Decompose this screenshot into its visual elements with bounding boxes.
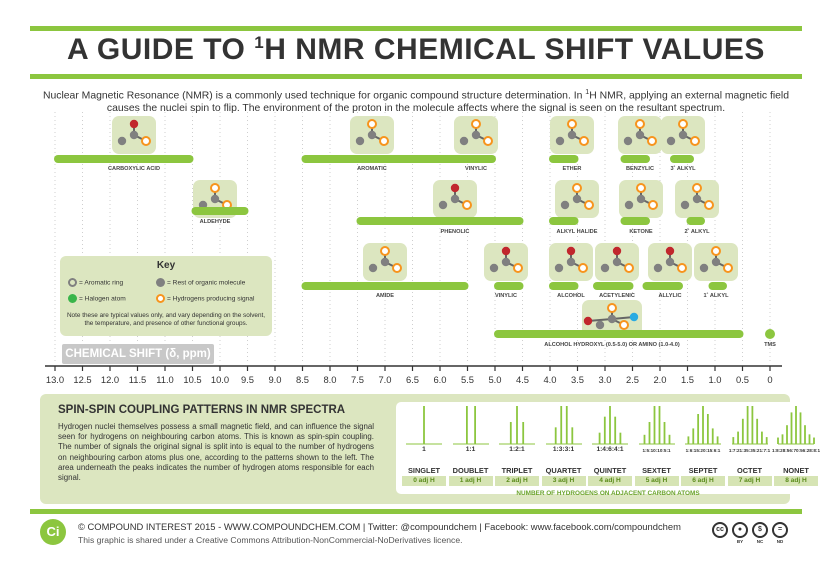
coupling-text: Hydrogen nuclei themselves possess a small magnetic field, and can influence the signal seen for hydrogens on neighbouring carbon atoms. This is known as spin-spin coupling. The number of signals the original signal is split into is equal to the number of hydrogens on neighbouring carbon atoms plus one, according to the patterns shown to the left. The area underneath the peaks indicates the number of hydrogen atoms responsible for each signal. xyxy=(58,422,374,483)
by-label: BY xyxy=(736,539,744,544)
hydrogen-atom xyxy=(625,264,633,272)
molecule-diagram xyxy=(619,180,663,218)
nd-label: ND xyxy=(776,539,784,544)
pattern-ratio: 1:4:6:4:1 xyxy=(596,446,624,453)
atom xyxy=(118,137,126,145)
range-label: PHENOLIC xyxy=(440,229,470,235)
pattern-name: SEXTET xyxy=(642,466,671,475)
pattern-ratio: 1:8:28:56:70:56:28:8:1 xyxy=(772,448,821,453)
atom xyxy=(368,131,376,139)
atom xyxy=(130,120,138,128)
tick-label: 2.5 xyxy=(625,374,640,385)
hydrogen-atom xyxy=(368,120,376,128)
atom xyxy=(700,264,708,272)
footer-divider xyxy=(30,509,802,514)
atom xyxy=(573,195,581,203)
molecule-diagram xyxy=(550,116,594,154)
pattern-name: SINGLET xyxy=(407,466,441,475)
nd-icon: = xyxy=(772,522,788,538)
pattern-adj: 3 adj H xyxy=(542,476,586,486)
molecule-diagram xyxy=(595,243,639,281)
tick-label: 4.0 xyxy=(543,374,557,385)
coupling-pattern xyxy=(633,402,681,484)
pattern-adj: 6 adj H xyxy=(681,476,725,486)
atom xyxy=(625,201,633,209)
intro-text: Nuclear Magnetic Resonance (NMR) is a commonly used technique for organic compound structure determination. In $^1$H NMR, applying an external magnetic field causes the nuclei spin to flip. The environment of the proton in the molecule affects where the signal is seen on the resultant spectrum. xyxy=(42,89,790,115)
pattern-ratio: 1 xyxy=(422,446,426,453)
tick-label: 9.0 xyxy=(268,374,282,385)
coupling-pattern xyxy=(586,402,634,484)
atom xyxy=(451,195,459,203)
atom xyxy=(439,201,447,209)
atom xyxy=(613,258,621,266)
range-label: ACETYLENIC xyxy=(599,293,635,299)
pattern-peaks xyxy=(633,402,681,446)
range-label: TMS xyxy=(764,342,776,348)
pattern-name: NONET xyxy=(783,466,809,475)
hydrogen-atom xyxy=(724,264,732,272)
coupling-section xyxy=(40,394,821,504)
pattern-peaks xyxy=(493,402,541,446)
atom xyxy=(596,321,604,329)
range-label: KETONE xyxy=(629,229,653,235)
axis-title: CHEMICAL SHIFT (δ, ppm) xyxy=(62,344,214,364)
atom xyxy=(666,258,674,266)
molecule-diagram xyxy=(675,180,719,218)
hydrogen-atom xyxy=(393,264,401,272)
hydrogen-atom xyxy=(211,184,219,192)
tick-label: 8.0 xyxy=(323,374,337,385)
compound-interest-logo: Ci xyxy=(40,519,66,545)
range-label: 3˚ ALKYL xyxy=(670,166,696,172)
pattern-ratio: 1:2:1 xyxy=(509,446,525,453)
range-label: ALDEHYDE xyxy=(199,219,231,225)
pattern-name: TRIPLET xyxy=(501,466,533,475)
tick-label: 12.5 xyxy=(73,374,92,385)
key-hydrogens: = Hydrogens producing signal xyxy=(156,294,254,303)
pattern-peaks xyxy=(679,402,727,446)
tick-label: 3.0 xyxy=(598,374,612,385)
atom xyxy=(613,247,621,255)
molecule-diagram xyxy=(648,243,692,281)
tick-label: 6.0 xyxy=(433,374,447,385)
pattern-name: QUARTET xyxy=(545,466,582,475)
range-label: VINYLIC xyxy=(464,166,488,172)
nc-icon: $ xyxy=(752,522,768,538)
range-label: CARBOXYLIC ACID xyxy=(107,166,161,172)
pattern-ratio: 1:3:3:1 xyxy=(552,446,575,453)
atom xyxy=(666,247,674,255)
atom xyxy=(608,315,616,323)
atom xyxy=(561,201,569,209)
atom xyxy=(130,131,138,139)
molecule-diagram xyxy=(618,116,662,154)
tick-label: 3.5 xyxy=(570,374,585,385)
pattern-peaks xyxy=(726,402,774,446)
hydrogen-atom xyxy=(472,120,480,128)
coupling-patterns xyxy=(396,402,821,497)
pattern-ratio: 1:7:21:35:35:21:7:1 xyxy=(728,448,771,453)
hydrogen-atom xyxy=(636,120,644,128)
range-label: VINYLIC xyxy=(494,293,518,299)
atom xyxy=(211,195,219,203)
hydrogen-atom xyxy=(608,304,616,312)
hydrogen-atom xyxy=(649,201,657,209)
page-title: A GUIDE TO $^1$H NMR CHEMICAL SHIFT VALUES xyxy=(67,33,765,66)
pattern-name: QUINTET xyxy=(593,466,627,475)
hydrogen-atom xyxy=(573,184,581,192)
atom xyxy=(637,195,645,203)
tick-label: 11.0 xyxy=(156,374,174,385)
atom xyxy=(693,195,701,203)
hydrogen-atom xyxy=(693,184,701,192)
range-label: BENZYLIC xyxy=(626,166,654,172)
range-label: ALCOHOL xyxy=(557,293,585,299)
footer-licence: This graphic is shared under a Creative Commons Attribution-NonCommercial-NoDerivatives licence. xyxy=(78,535,463,545)
atom xyxy=(667,137,675,145)
pattern-adj: 7 adj H xyxy=(728,476,772,486)
pattern-adj: 2 adj H xyxy=(495,476,539,486)
coupling-pattern xyxy=(447,402,495,484)
atom xyxy=(679,131,687,139)
cc-icon: cc xyxy=(712,522,728,538)
pattern-peaks xyxy=(447,402,495,446)
hydrogen-atom xyxy=(691,137,699,145)
coupling-title: SPIN-SPIN COUPLING PATTERNS IN NMR SPECTRA xyxy=(58,404,346,416)
range-label: ALLYLIC xyxy=(658,293,682,299)
tick-label: 1.5 xyxy=(680,374,695,385)
pattern-adj: 4 adj H xyxy=(588,476,632,486)
hydrogen-atom xyxy=(678,264,686,272)
range-label: AMIDE xyxy=(375,293,395,299)
key-halogen: = Halogen atom xyxy=(68,294,126,303)
by-icon: ● xyxy=(732,522,748,538)
key-note: Note these are typical values only, and vary depending on the solvent, the temperature, and presence of other functional groups. xyxy=(66,312,266,327)
atom xyxy=(472,131,480,139)
hydrogen-atom xyxy=(568,120,576,128)
tick-label: 10.5 xyxy=(183,374,202,385)
pattern-peaks xyxy=(400,402,448,446)
molecule-diagram xyxy=(454,116,498,154)
pattern-peaks xyxy=(772,402,820,446)
atom xyxy=(624,137,632,145)
pattern-name: SEPTET xyxy=(688,466,718,475)
coupling-pattern xyxy=(400,402,448,484)
atom xyxy=(636,131,644,139)
pattern-adj: 5 adj H xyxy=(635,476,679,486)
coupling-pattern xyxy=(726,402,774,484)
tick-label: 4.5 xyxy=(515,374,530,385)
atom xyxy=(567,247,575,255)
molecule-diagram xyxy=(555,180,599,218)
pattern-name: OCTET xyxy=(736,466,763,475)
tick-label: 0.5 xyxy=(735,374,750,385)
tick-label: 5.0 xyxy=(488,374,502,385)
nc-label: NC xyxy=(756,539,764,544)
cc-licence-badge xyxy=(712,522,788,544)
key-box xyxy=(60,256,272,336)
hydrogen-atom xyxy=(648,137,656,145)
atom xyxy=(712,258,720,266)
pattern-adj: 1 adj H xyxy=(449,476,493,486)
grey-atom-icon xyxy=(156,278,165,287)
tick-label: 6.5 xyxy=(405,374,420,385)
range-label: ETHER xyxy=(562,166,582,172)
atom xyxy=(369,264,377,272)
atom xyxy=(502,258,510,266)
hydrogen-atom xyxy=(484,137,492,145)
atom xyxy=(356,137,364,145)
atom xyxy=(567,258,575,266)
hydrogen-atom xyxy=(679,120,687,128)
tick-label: 0 xyxy=(767,374,773,385)
atom xyxy=(681,201,689,209)
hydrogen-atom xyxy=(585,201,593,209)
pattern-peaks xyxy=(586,402,634,446)
pattern-adj: 8 adj H xyxy=(774,476,818,486)
tick-label: 11.5 xyxy=(128,374,147,385)
coupling-pattern xyxy=(772,402,821,484)
molecule-diagram xyxy=(433,180,477,218)
molecule-diagram xyxy=(549,243,593,281)
atom xyxy=(460,137,468,145)
hydrogen-atom xyxy=(463,201,471,209)
tick-label: 7.0 xyxy=(378,374,392,385)
coupling-pattern xyxy=(493,402,541,484)
tick-label: 5.5 xyxy=(460,374,475,385)
footer-credits: © COMPOUND INTEREST 2015 - WWW.COMPOUNDCHEM.COM | Twitter: @compoundchem | Facebook: www.facebook.com/compoundchem xyxy=(78,521,681,532)
hydrogen-atom xyxy=(579,264,587,272)
tick-label: 8.5 xyxy=(295,374,310,385)
molecule-diagram xyxy=(350,116,394,154)
tick-label: 10.0 xyxy=(210,374,230,385)
atom xyxy=(584,317,592,325)
atom xyxy=(568,131,576,139)
hydrogen-atom xyxy=(580,137,588,145)
atom xyxy=(381,258,389,266)
halogen-atom-icon xyxy=(68,294,77,303)
hydrogen-atom xyxy=(637,184,645,192)
range-label: ALCOHOL HYDROXYL (0.5-5.0) OR AMINO (1.0-4.0) xyxy=(544,342,680,348)
range-label: ALKYL HALIDE xyxy=(556,229,598,235)
pattern-name: DOUBLET xyxy=(452,466,489,475)
atom xyxy=(490,264,498,272)
atom xyxy=(555,264,563,272)
coupling-pattern xyxy=(540,402,588,484)
hydrogen-atom xyxy=(380,137,388,145)
atom xyxy=(556,137,564,145)
range-label: 2˚ ALKYL xyxy=(684,229,710,235)
molecule-diagram xyxy=(112,116,156,154)
pattern-adj: 0 adj H xyxy=(402,476,446,486)
molecule-diagram xyxy=(694,243,738,281)
aromatic-ring-icon xyxy=(68,278,77,287)
coupling-footer: NUMBER OF HYDROGENS ON ADJACENT CARBON ATOMS xyxy=(516,490,700,497)
range-label: 1˚ ALKYL xyxy=(703,293,729,299)
hydrogen-atom xyxy=(514,264,522,272)
tick-label: 9.5 xyxy=(240,374,255,385)
molecule-diagram xyxy=(363,243,407,281)
hydrogen-atom xyxy=(381,247,389,255)
tick-label: 12.0 xyxy=(100,374,120,385)
molecule-diagram xyxy=(661,116,705,154)
atom xyxy=(502,247,510,255)
pattern-ratio: 1:5:10:10:5:1 xyxy=(642,448,671,453)
key-title: Key xyxy=(156,260,176,271)
tick-label: 13.0 xyxy=(45,374,65,385)
tick-label: 7.5 xyxy=(350,374,365,385)
molecule-diagram xyxy=(484,243,528,281)
pattern-ratio: 1:1 xyxy=(465,446,476,453)
range-bar xyxy=(765,329,775,339)
atom xyxy=(451,184,459,192)
hydrogen-atom xyxy=(705,201,713,209)
key-rest: = Rest of organic molecule xyxy=(156,278,245,287)
key-aromatic: = Aromatic ring xyxy=(68,278,123,287)
hydrogen-atom xyxy=(142,137,150,145)
pattern-ratio: 1:6:15:20:15:6:1 xyxy=(685,448,721,453)
pattern-peaks xyxy=(540,402,588,446)
hydrogen-atom xyxy=(620,321,628,329)
atom xyxy=(654,264,662,272)
shift-axis xyxy=(45,366,782,385)
hydrogen-atom xyxy=(712,247,720,255)
atom xyxy=(601,264,609,272)
tick-label: 1.0 xyxy=(708,374,722,385)
atom xyxy=(630,313,638,321)
range-label: AROMATIC xyxy=(357,166,387,172)
hydrogen-atom-icon xyxy=(156,294,165,303)
coupling-pattern xyxy=(679,402,727,484)
tick-label: 2.0 xyxy=(653,374,667,385)
